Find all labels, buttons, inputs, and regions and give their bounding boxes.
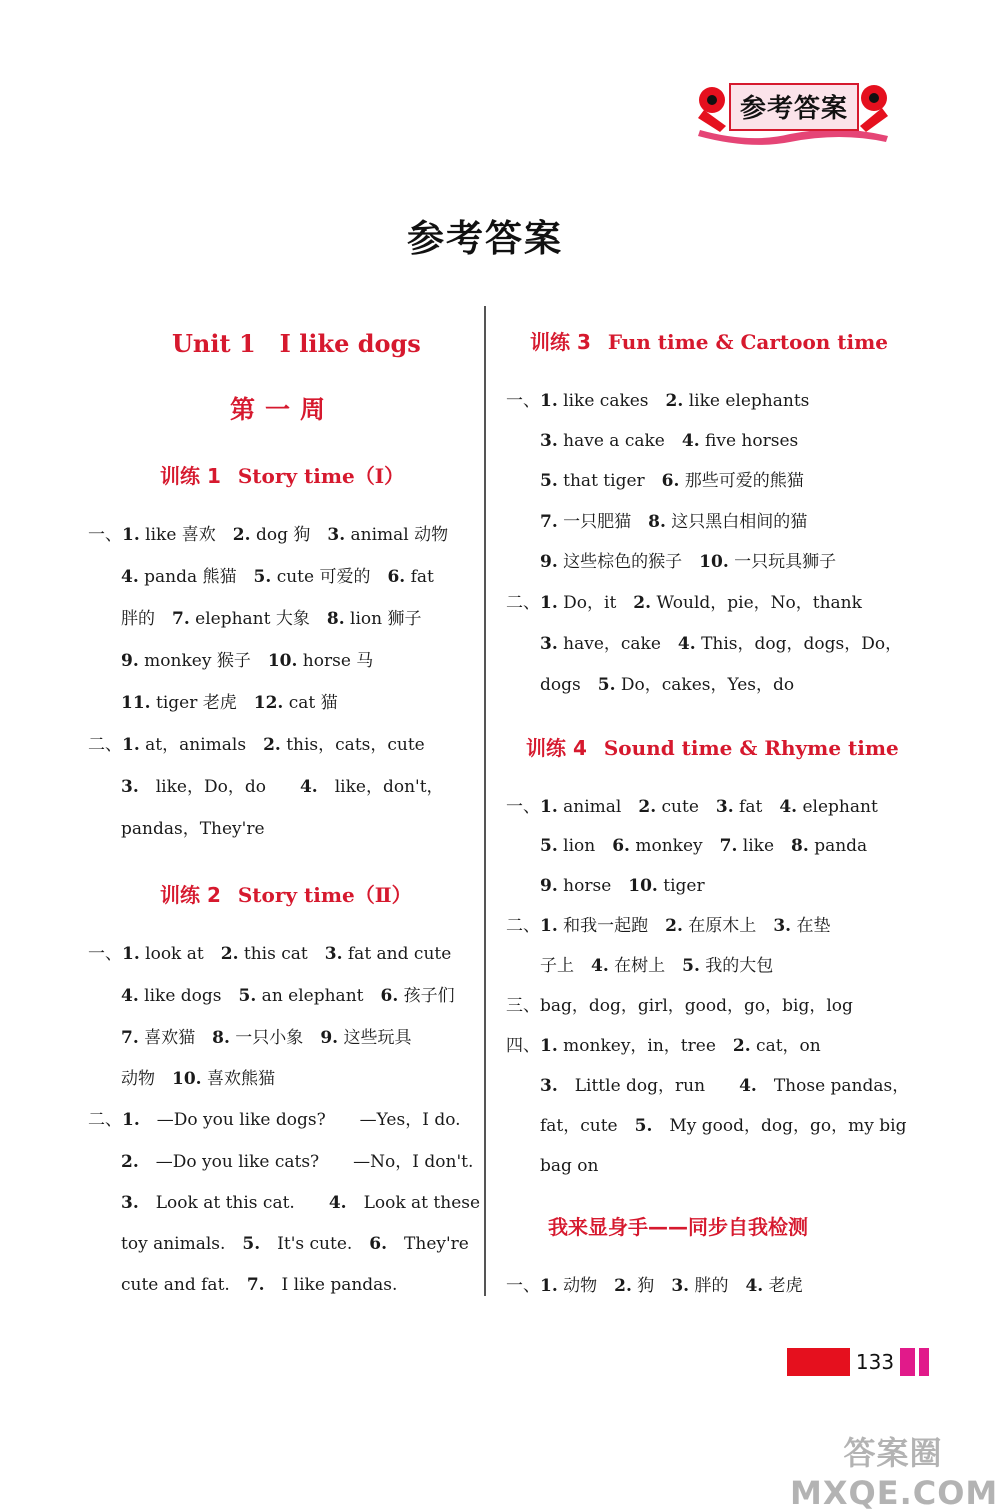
answer-line: 7. 一只肥猫 8. 这只黑白相间的猫: [540, 512, 808, 532]
answer-line: 3. Look at this cat. 4. Look at these: [121, 1193, 481, 1213]
answer-line: 二、1. at，animals 2. this，cats，cute: [88, 735, 425, 755]
answer-line: 一、1. like 喜欢 2. dog 狗 3. animal 动物: [88, 525, 449, 545]
answer-line: pandas，They're: [121, 819, 265, 839]
answer-line: dogs 5. Do，cakes，Yes，do: [540, 675, 795, 695]
answer-line: 2. —Do you like cats? —No，I don't.: [121, 1152, 474, 1172]
section-heading-4-title: Sound time & Rhyme time: [603, 736, 899, 760]
answer-line: 5. lion 6. monkey 7. like 8. panda: [540, 836, 868, 856]
answer-line: 一、1. look at 2. this cat 3. fat and cute: [88, 944, 452, 964]
answer-line: 一、1. animal 2. cute 3. fat 4. elephant: [506, 797, 878, 817]
watermark-text: 答案圈 MXQE.COM: [790, 1434, 999, 1512]
answer-line: cute and fat. 7. I like pandas.: [121, 1275, 398, 1295]
section-heading-4: [526, 732, 899, 761]
section-heading-3: [530, 326, 888, 355]
answer-line: 5. that tiger 6. 那些可爱的熊猫: [540, 471, 804, 491]
answer-line: 3. Little dog，run 4. Those pandas，: [540, 1076, 910, 1096]
answer-line: 一、1. like cakes 2. like elephants: [506, 391, 810, 411]
section-heading-5: [548, 1211, 808, 1240]
answer-line: 11. tiger 老虎 12. cat 猫: [121, 693, 338, 713]
page-number-bar: [787, 1348, 850, 1376]
answer-line: 9. monkey 猴子 10. horse 马: [121, 651, 374, 671]
section-heading-4-number: 训练 4: [526, 736, 587, 760]
answer-line: 三、bag，dog，girl，good，go，big，log: [506, 996, 853, 1016]
answer-line: 胖的 7. elephant 大象 8. lion 狮子: [121, 609, 422, 629]
section-heading-1-number: 训练 1: [160, 464, 221, 488]
answer-line: 4. like dogs 5. an elephant 6. 孩子们: [121, 986, 455, 1006]
answer-line: 一、1. 动物 2. 狗 3. 胖的 4. 老虎: [506, 1276, 803, 1296]
section-heading-3-number: 训练 3: [530, 330, 591, 354]
section-heading-1: [160, 460, 404, 489]
answer-line: 二、1. Do，it 2. Would，pie，No，thank: [506, 593, 862, 613]
answer-line: 二、1. —Do you like dogs? —Yes，I do.: [88, 1110, 461, 1130]
page-number: 133: [855, 1350, 895, 1374]
column-divider: [484, 306, 486, 1296]
answer-line: fat，cute 5. My good，dog，go，my big: [540, 1116, 907, 1136]
answer-line: 二、1. 和我一起跑 2. 在原木上 3. 在垫: [506, 916, 831, 936]
section-heading-5-title: 我来显身手——同步自我检测: [548, 1215, 808, 1239]
answer-line: 子上 4. 在树上 5. 我的大包: [540, 956, 774, 976]
answer-line: toy animals. 5. It's cute. 6. They're: [121, 1234, 469, 1254]
section-heading-1-title: Story time（Ⅰ）: [237, 464, 405, 488]
section-heading-2: [160, 879, 412, 908]
section-heading-2-title: Story time（Ⅱ）: [237, 883, 412, 907]
header-badge: [690, 74, 895, 150]
answer-line: bag on: [540, 1156, 599, 1176]
answer-line: 7. 喜欢猫 8. 一只小象 9. 这些玩具: [121, 1028, 412, 1048]
unit-title: Unit 1 I like dogs: [172, 329, 421, 358]
answer-line: 3. have，cake 4. This，dog，dogs，Do，: [540, 634, 903, 654]
answer-line: 4. panda 熊猫 5. cute 可爱的 6. fat: [121, 567, 434, 587]
page-title: 参考答案: [407, 217, 563, 260]
answer-line: 9. 这些棕色的猴子 10. 一只玩具狮子: [540, 552, 837, 572]
answer-line: 动物 10. 喜欢熊猫: [121, 1069, 275, 1089]
answer-line: 9. horse 10. tiger: [540, 876, 705, 896]
badge-text: 参考答案: [739, 94, 848, 124]
answer-line: 3. like，Do，do 4. like，don't，: [121, 777, 444, 797]
page-accent-bar: [919, 1348, 929, 1376]
answer-line: 3. have a cake 4. five horses: [540, 431, 799, 451]
section-heading-2-number: 训练 2: [160, 883, 221, 907]
section-heading-3-title: Fun time & Cartoon time: [607, 330, 889, 354]
page-accent-bar: [900, 1348, 915, 1376]
answer-line: 四、1. monkey，in，tree 2. cat，on: [506, 1036, 821, 1056]
week-title: 第一周: [230, 395, 336, 424]
watermark: [790, 1388, 999, 1512]
